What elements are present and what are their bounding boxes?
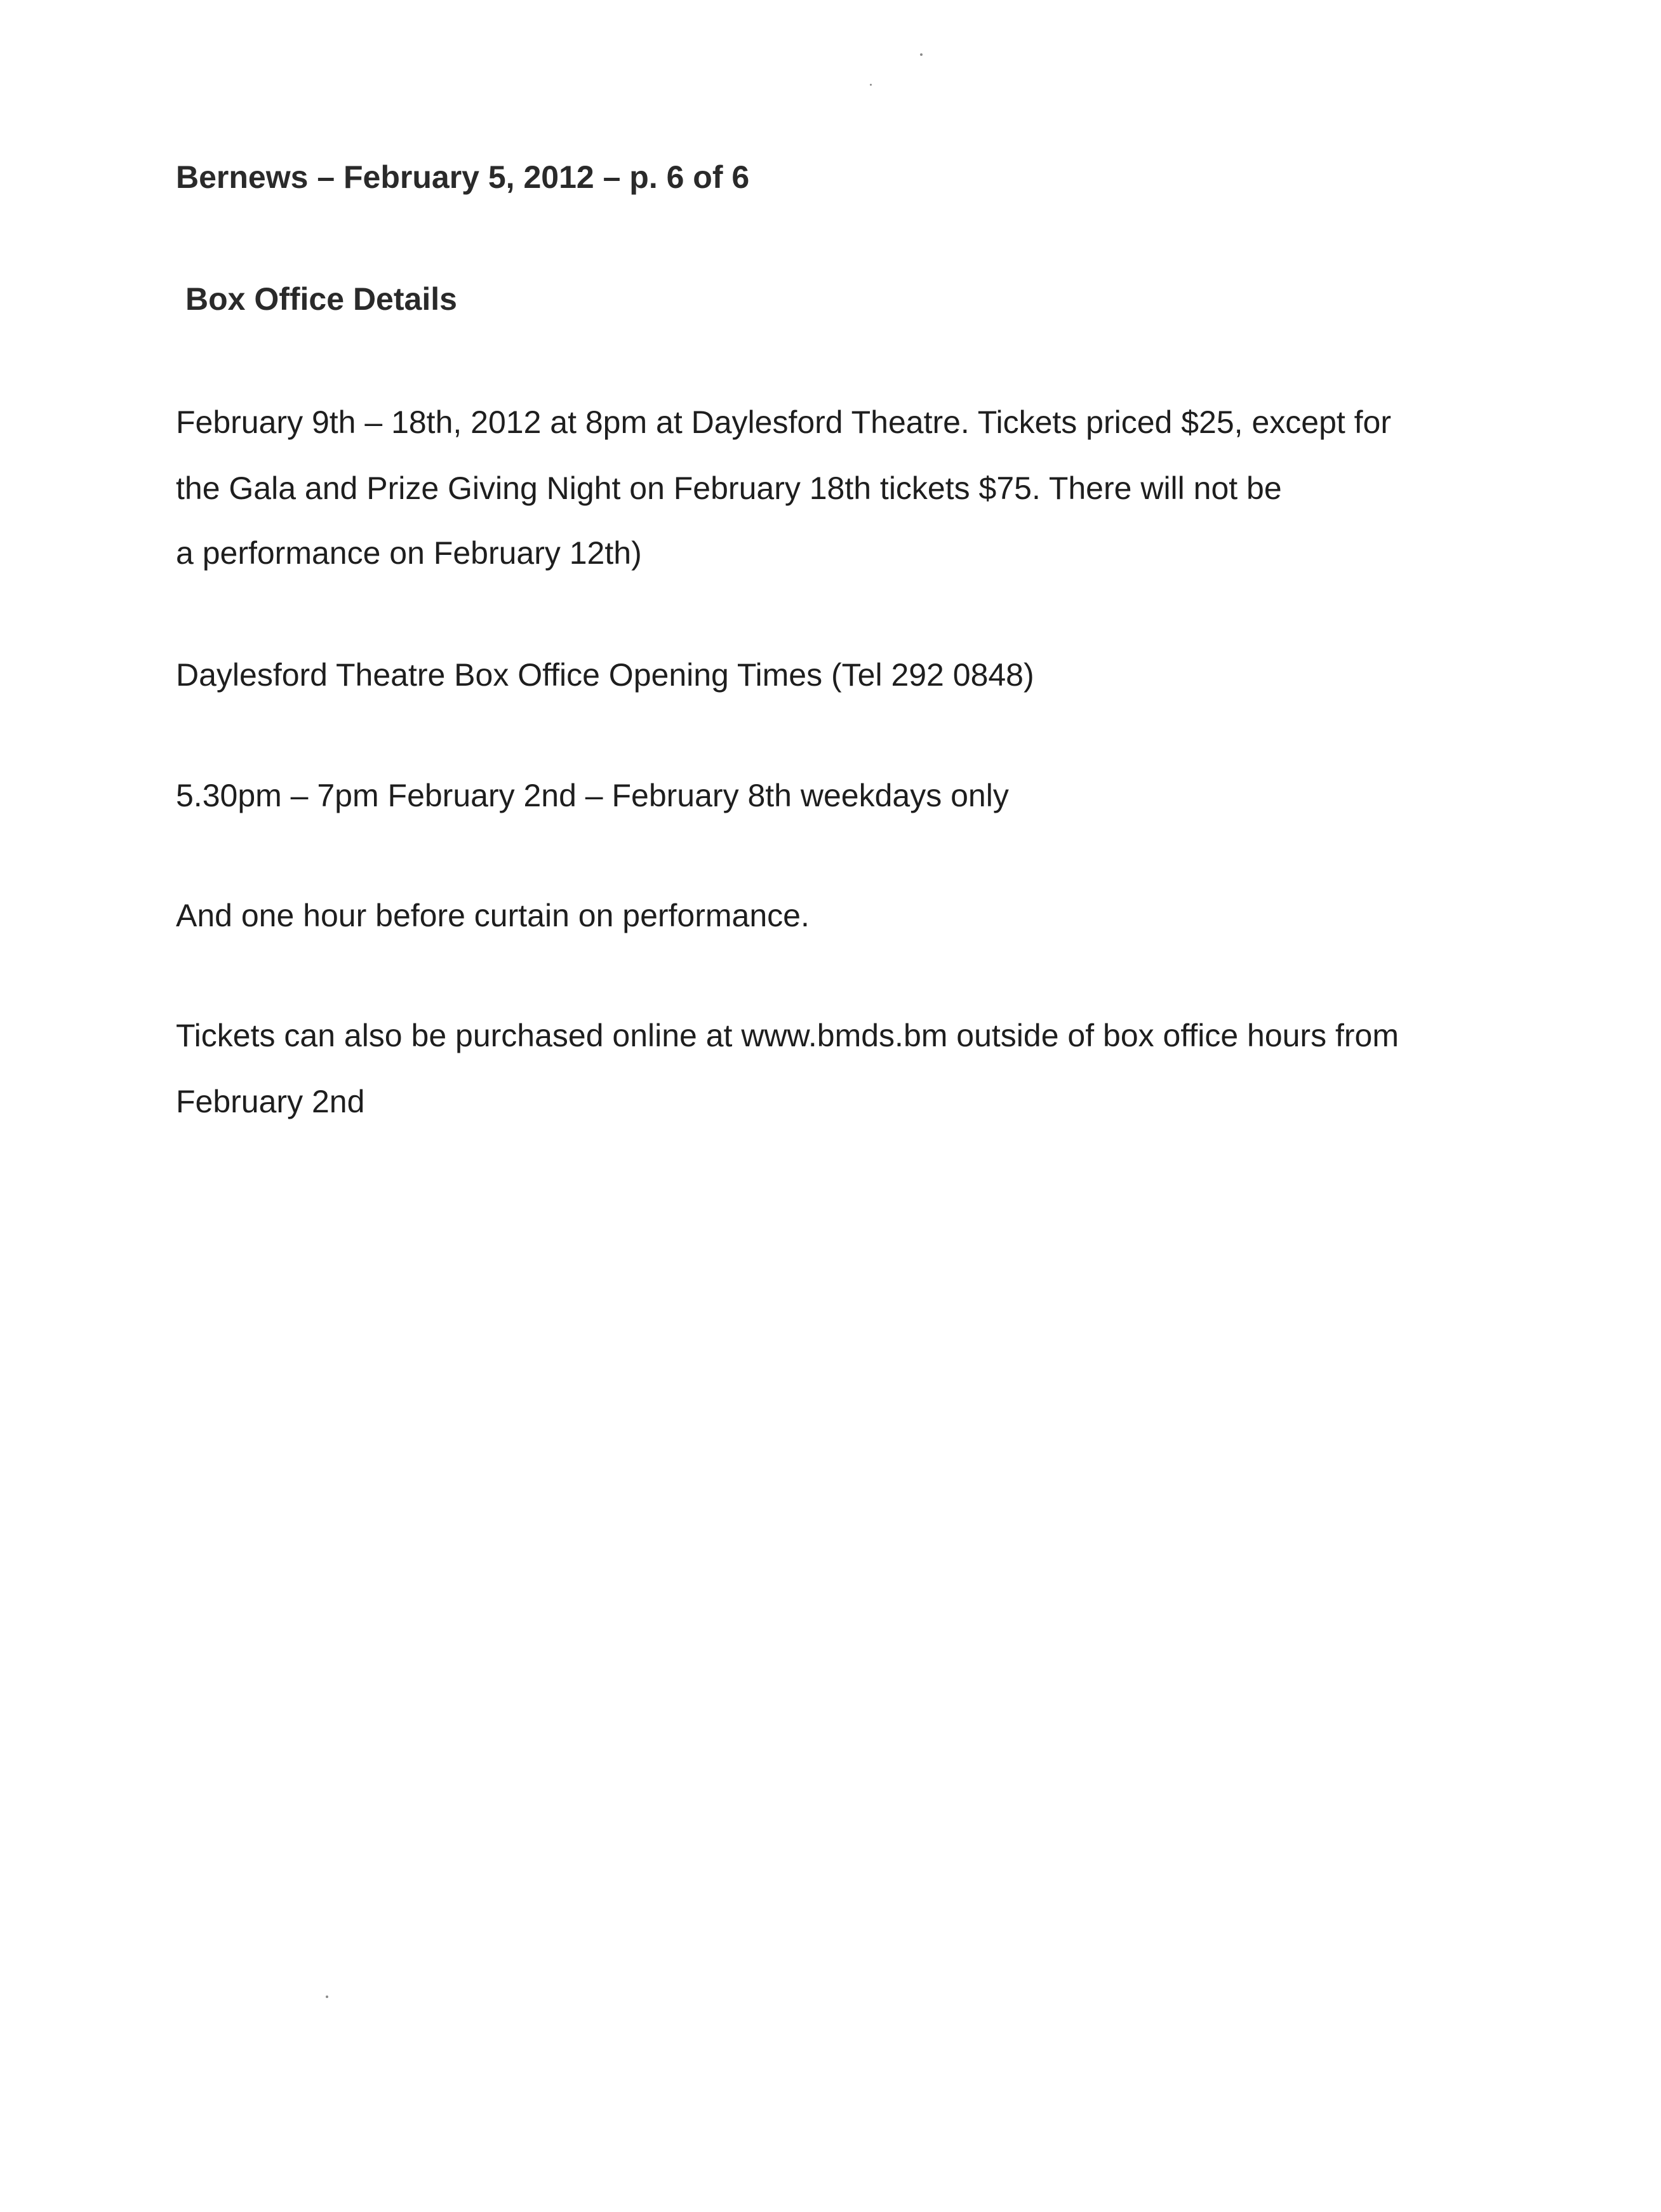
opening-times-heading: Daylesford Theatre Box Office Opening Times (Tel 292 0848)	[176, 657, 1034, 693]
page-header: Bernews – February 5, 2012 – p. 6 of 6	[176, 159, 750, 195]
scan-speck	[870, 84, 872, 86]
online-line-2: February 2nd	[176, 1084, 365, 1119]
before-curtain-line: And one hour before curtain on performance.	[176, 898, 810, 933]
hours-line: 5.30pm – 7pm February 2nd – February 8th weekdays only	[176, 778, 1009, 813]
scan-speck	[326, 1995, 328, 1998]
section-title: Box Office Details	[185, 281, 457, 317]
online-line-1: Tickets can also be purchased online at www.bmds.bm outside of box office hours from	[176, 1018, 1399, 1053]
dates-line-2: the Gala and Prize Giving Night on February 18th tickets $75. There will not be	[176, 470, 1282, 506]
scan-speck	[920, 53, 923, 56]
dates-line-1: February 9th – 18th, 2012 at 8pm at Daylesford Theatre. Tickets priced $25, except for	[176, 404, 1392, 440]
dates-line-3: a performance on February 12th)	[176, 535, 642, 571]
